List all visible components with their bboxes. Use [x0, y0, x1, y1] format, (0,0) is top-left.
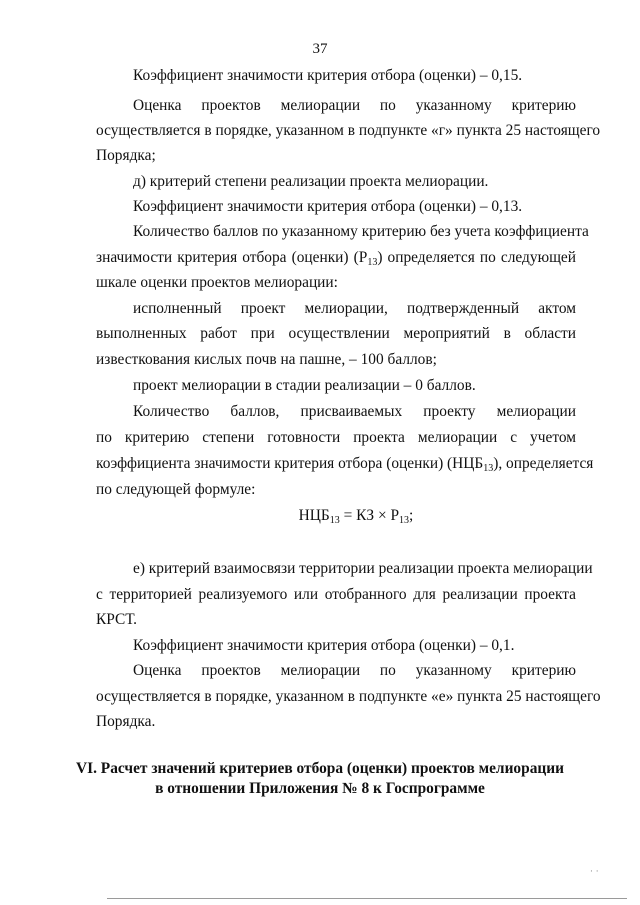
paragraph-line: Оценка проектов мелиорации по указанному критерию: [133, 662, 576, 679]
paragraph-line: [96, 454, 594, 474]
subscript: 13: [483, 463, 494, 474]
text-run: ), определяется: [493, 455, 594, 472]
paragraph-line: проект мелиорации в стадии реализации – 0 баллов.: [133, 377, 476, 394]
paragraph-line: Количество баллов по указанному критерию без учета коэффициента: [133, 223, 589, 240]
scan-edge-line: [107, 898, 627, 899]
paragraph-line: д) критерий степени реализации проекта мелиорации.: [133, 173, 489, 190]
paragraph-line: осуществляется в порядке, указанном в подпункте «е» пункта 25 настоящего: [96, 688, 601, 705]
paragraph-line: по критерию степени готовности проекта мелиорации с учетом: [96, 429, 576, 446]
text-run: ) определяется по следующей: [377, 249, 577, 266]
section-heading: в отношении Приложения № 8 к Госпрограмме: [155, 780, 485, 797]
page-number: 37: [312, 41, 328, 57]
paragraph-line: [96, 248, 576, 268]
text-run: = КЗ × Р: [339, 507, 400, 524]
text-run: значимости критерия отбора (оценки) (Р: [96, 249, 368, 266]
paragraph-line: КРСТ.: [96, 611, 137, 628]
paragraph-line: Порядка.: [96, 713, 156, 730]
paragraph-line: шкале оценки проектов мелиорации:: [96, 274, 338, 291]
paragraph-line: Коэффициент значимости критерия отбора (оценки) – 0,1.: [133, 637, 515, 654]
paragraph-line: Количество баллов, присваиваемых проекту мелиорации: [133, 403, 576, 420]
formula: [0, 506, 640, 526]
text-run: коэффициента значимости критерия отбора (оценки) (НЦБ: [96, 455, 484, 472]
subscript: 13: [329, 515, 340, 526]
paragraph-line: исполненный проект мелиорации, подтвержденный актом: [133, 300, 576, 317]
paragraph-line: по следующей формуле:: [96, 481, 256, 498]
text-run: НЦБ: [298, 507, 330, 524]
paragraph-line: Оценка проектов мелиорации по указанному критерию: [133, 97, 576, 114]
paragraph-line: осуществляется в порядке, указанном в подпункте «г» пункта 25 настоящего: [96, 122, 601, 139]
subscript: 13: [399, 515, 410, 526]
paragraph-line: с территорией реализуемого или отобранного для реализации проекта: [96, 586, 576, 603]
paragraph-line: выполненных работ при осуществлении мероприятий в области: [96, 325, 576, 342]
paragraph-line: Коэффициент значимости критерия отбора (оценки) – 0,13.: [133, 198, 523, 215]
text-run: ;: [409, 507, 414, 524]
scan-artifact: · ·: [590, 867, 599, 877]
paragraph-line: известкования кислых почв на пашне, – 100 баллов;: [96, 351, 437, 368]
subscript: 13: [367, 257, 378, 268]
paragraph-line: Порядка;: [96, 147, 156, 164]
paragraph-line: Коэффициент значимости критерия отбора (оценки) – 0,15.: [133, 67, 523, 84]
section-heading: VI. Расчет значений критериев отбора (оценки) проектов мелиорации: [76, 760, 564, 777]
paragraph-line: е) критерий взаимосвязи территории реализации проекта мелиорации: [133, 560, 593, 577]
